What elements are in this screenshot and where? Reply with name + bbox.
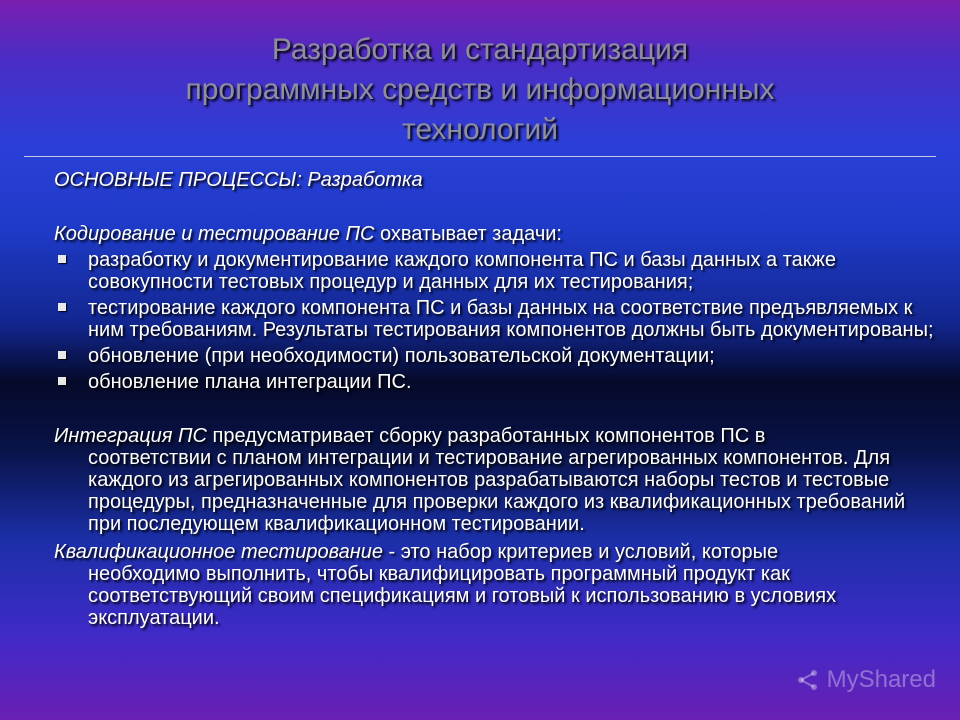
task-item (54, 297, 934, 341)
integration-body: соответствии с планом интеграции и тестирование агрегированных компонентов. Для каждого из агрегированных компонентов разрабатываются наборы тестов и тестовые процедуры, предназначенные для проверки каждого из квалификационных требований при последующем квалификационном тестировании. (88, 447, 906, 535)
share-icon (795, 667, 821, 693)
qualification-term: Квалификационное тестирование (54, 541, 383, 563)
coding-task-list (54, 249, 934, 393)
square-bullet-icon (58, 377, 66, 385)
qualification-body: необходимо выполнить, чтобы квалифицировать программный продукт как соответствующий своим спецификациям и готовый к использованию в условиях эксплуатации. (88, 563, 837, 629)
task-text: разработку и документирование каждого компонента ПС и базы данных а также совокупности тестовых процедур и данных для их тестирования; (88, 249, 837, 293)
qualification-paragraph (54, 541, 934, 629)
coding-text: охватывает задачи: (374, 223, 562, 245)
square-bullet-icon (58, 351, 66, 359)
square-bullet-icon (58, 303, 66, 311)
coding-lead (54, 223, 934, 245)
integration-paragraph (54, 425, 934, 535)
section-heading: ОСНОВНЫЕ ПРОЦЕССЫ: Разработка (54, 169, 423, 191)
title-line-1: Разработка и стандартизация (271, 33, 689, 66)
task-text: тестирование каждого компонента ПС и базы данных на соответствие предъявляемых к ним требованиям. Результаты тестирования компонентов должны быть документированы; (88, 297, 934, 341)
title-line-2: программных средств и информационных (185, 73, 775, 106)
square-bullet-icon (58, 255, 66, 263)
coding-term: Кодирование и тестирование ПС (54, 223, 375, 245)
watermark (795, 666, 936, 694)
task-item (54, 345, 934, 367)
watermark-text: MyShared (826, 666, 936, 693)
task-text: обновление (при необходимости) пользовательской документации; (88, 345, 715, 367)
task-text: обновление плана интеграции ПС. (88, 371, 412, 393)
integration-term: Интеграция ПС (54, 425, 207, 447)
slide-title (60, 30, 900, 150)
title-divider (24, 156, 936, 157)
task-item (54, 371, 934, 393)
integration-first-line: предусматривает сборку разработанных компонентов ПС в (206, 425, 766, 447)
qualification-first-line: - это набор критериев и условий, которые (382, 541, 779, 563)
slide-content (54, 163, 934, 629)
task-item (54, 249, 934, 293)
title-line-3: технологий (401, 113, 558, 146)
